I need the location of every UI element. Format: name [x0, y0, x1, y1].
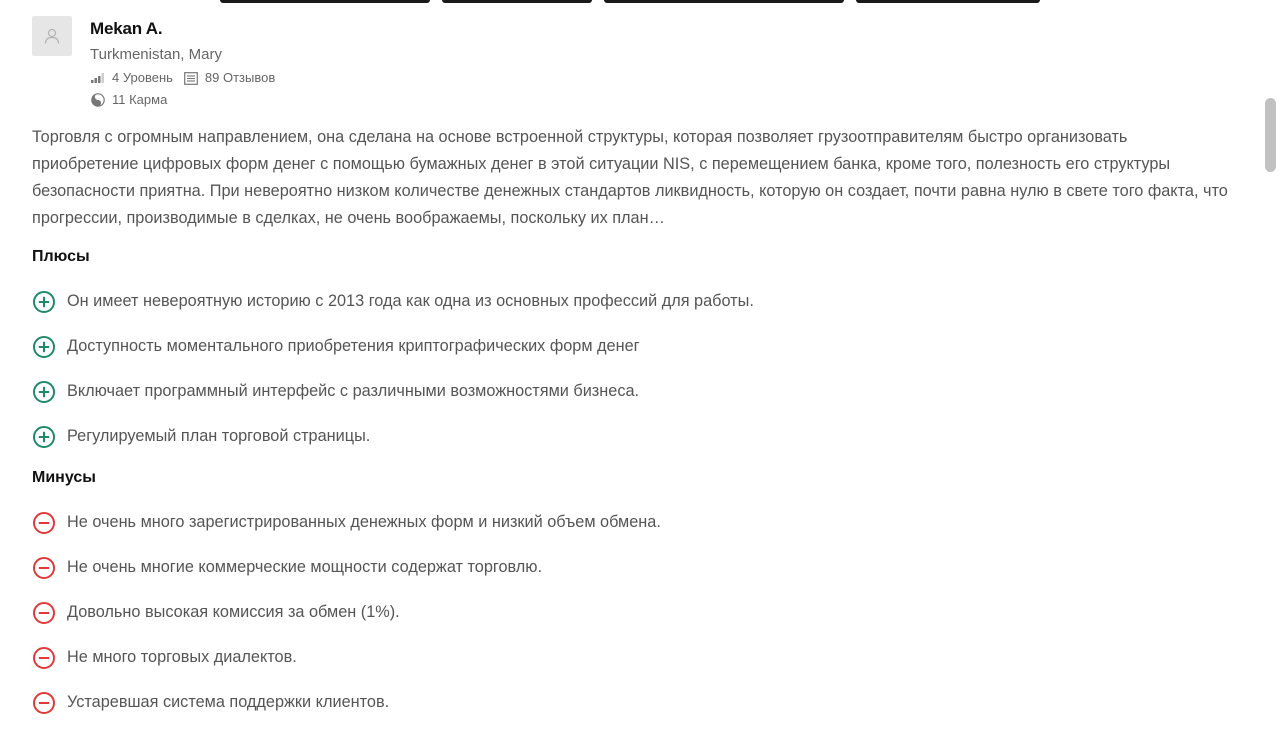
avatar[interactable]: [32, 16, 72, 56]
review-text: Торговля с огромным направлением, она сделана на основе встроенной структуры, которая позволяет грузоотправителям быстро организовать приобретение цифровых форм денег с помощью бумажных денег в этой ситуации NIS, с перемещением банка, кроме того, полезность его структуры безопасности приятна. При невероятно низком количестве денежных стандартов ликвидность, которую он создает, почти равна нулю в свете того факта, что прогрессии, производимые в сделках, не очень воображаемы, поскольку их план…: [32, 128, 1228, 227]
document-icon: [183, 71, 199, 85]
pros-item-text: Регулируемый план торговой страницы.: [67, 427, 371, 445]
cons-item: [32, 635, 1232, 680]
pros-item-text: Включает программный интерфейс с различными возможностями бизнеса.: [67, 382, 640, 400]
circle-plus-icon: [31, 424, 57, 450]
author-karma-row: [90, 91, 285, 109]
author-karma: [90, 91, 167, 109]
cons-list: [32, 500, 1232, 725]
pros-list: [32, 279, 1232, 459]
author-reviews[interactable]: [183, 69, 275, 87]
pros-item: [32, 279, 1232, 324]
author-level: [90, 69, 173, 87]
author-location: Turkmenistan, Mary: [90, 46, 222, 63]
pros-item-text: Доступность моментального приобретения криптографических форм денег: [67, 337, 640, 355]
pros-title: Плюсы: [32, 248, 90, 265]
pros-item-text: Он имеет невероятную историю с 2013 года как одна из основных профессий для работы.: [67, 292, 754, 310]
author-stats: [90, 69, 285, 87]
cons-item: [32, 545, 1232, 590]
circle-minus-icon: [31, 600, 57, 626]
review-author: [32, 16, 1232, 120]
circle-minus-icon: [31, 510, 57, 536]
scrollbar-thumb[interactable]: [1265, 98, 1276, 172]
author-name[interactable]: Mekan A.: [90, 19, 163, 38]
circle-minus-icon: [31, 690, 57, 716]
signal-bars-icon: [90, 71, 106, 85]
cut-off-title: [220, 0, 1040, 4]
cons-item: [32, 500, 1232, 545]
author-level-label: 4 Уровень: [112, 70, 173, 85]
circle-minus-icon: [31, 645, 57, 671]
yin-yang-icon: [90, 93, 106, 107]
pros-item: [32, 324, 1232, 369]
cons-item: [32, 680, 1232, 725]
cons-item: [32, 590, 1232, 635]
author-karma-label: 11 Карма: [112, 92, 168, 107]
review-card: [32, 16, 1232, 725]
cons-item-text: Не много торговых диалектов.: [67, 648, 297, 666]
cons-item-text: Не очень многие коммерческие мощности содержат торговлю.: [67, 558, 543, 576]
circle-plus-icon: [31, 289, 57, 315]
cons-item-text: Устаревшая система поддержки клиентов.: [67, 693, 390, 711]
author-reviews-label: 89 Отзывов: [204, 70, 276, 85]
pros-item: [32, 369, 1232, 414]
cons-item-text: Не очень много зарегистрированных денежных форм и низкий объем обмена.: [67, 513, 661, 531]
cons-item-text: Довольно высокая комиссия за обмен (1%).: [67, 603, 400, 621]
circle-plus-icon: [31, 334, 57, 360]
circle-minus-icon: [31, 555, 57, 581]
author-info: [90, 16, 285, 120]
circle-plus-icon: [31, 379, 57, 405]
cons-title: Минусы: [32, 469, 96, 486]
user-silhouette-icon: [43, 27, 61, 45]
pros-item: [32, 414, 1232, 459]
